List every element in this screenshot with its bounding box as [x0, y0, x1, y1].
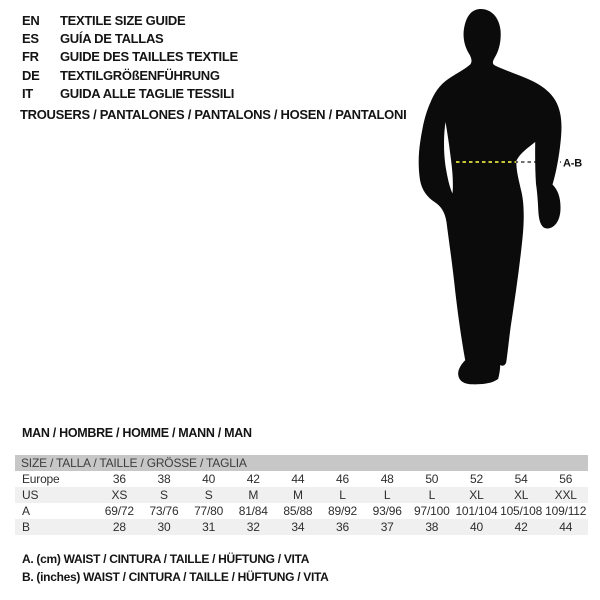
measure-label-ab: A-B	[563, 157, 582, 170]
measure-footnotes	[22, 551, 329, 586]
table-cell: L	[383, 488, 391, 502]
size-table-header: SIZE / TALLA / TAILLE / GRÖSSE / TAGLIA	[15, 455, 588, 471]
footnote-a-cm: A. (cm) WAIST / CINTURA / TAILLE / HÜFTUNG / VITA	[22, 552, 310, 566]
table-cell: 85/88	[283, 504, 313, 518]
table-cell: 30	[157, 520, 171, 534]
table-row-a-cm	[15, 503, 588, 519]
table-cell: XXL	[554, 488, 577, 502]
table-cell: 52	[469, 472, 483, 486]
table-cell: 50	[425, 472, 439, 486]
table-cell: 36	[336, 520, 349, 534]
row-values	[97, 471, 588, 487]
row-label: B	[22, 520, 30, 534]
table-cell: 42	[514, 520, 528, 534]
language-code: DE	[22, 67, 40, 83]
table-row-b-inches	[15, 519, 588, 535]
table-cell: 73/76	[149, 504, 179, 518]
man-silhouette-svg	[410, 0, 600, 410]
table-cell: 89/92	[328, 504, 358, 518]
size-table	[15, 455, 588, 535]
guide-title-en: TEXTILE SIZE GUIDE	[60, 12, 186, 28]
table-cell: 44	[559, 520, 573, 534]
garment-category-title: TROUSERS / PANTALONES / PANTALONS / HOSEN / PANTALONI	[20, 107, 407, 122]
language-code: IT	[22, 86, 33, 102]
table-cell: 97/100	[414, 504, 450, 518]
guide-title-it: GUIDA ALLE TAGLIE TESSILI	[60, 86, 235, 102]
language-code: ES	[22, 31, 39, 47]
table-cell: L	[428, 488, 436, 502]
table-row-us	[15, 487, 588, 503]
table-cell: XS	[111, 488, 128, 502]
language-row-en	[22, 11, 238, 29]
language-row-es	[22, 29, 238, 47]
table-cell: 34	[291, 520, 305, 534]
table-cell: 105/108	[500, 504, 543, 518]
table-cell: 48	[380, 472, 394, 486]
table-cell: 54	[514, 472, 528, 486]
guide-title-es: GUÍA DE TALLAS	[60, 31, 164, 47]
table-cell: 93/96	[372, 504, 402, 518]
table-cell: 101/104	[455, 504, 498, 518]
section-title-man: MAN / HOMBRE / HOMME / MANN / MAN	[22, 426, 252, 440]
table-cell: 109/112	[545, 504, 587, 518]
language-row-fr	[22, 48, 238, 66]
row-values	[97, 487, 588, 503]
table-cell: M	[248, 488, 259, 502]
row-label: A	[22, 504, 30, 518]
table-row-europe	[15, 471, 588, 487]
table-cell: 81/84	[238, 504, 268, 518]
table-cell: 77/80	[194, 504, 224, 518]
table-cell: XL	[469, 488, 484, 502]
language-row-it	[22, 85, 238, 103]
guide-title-de: TEXTILGRÖßENFÜHRUNG	[60, 67, 220, 83]
table-cell: 28	[112, 520, 126, 534]
man-silhouette-figure	[410, 0, 600, 410]
table-cell: 38	[157, 472, 171, 486]
row-label: US	[22, 488, 39, 502]
table-cell: XL	[513, 488, 529, 502]
table-cell: 32	[246, 520, 260, 534]
man-silhouette-path	[419, 9, 562, 384]
table-cell: L	[339, 488, 346, 502]
guide-title-fr: GUIDE DES TAILLES TEXTILE	[60, 49, 238, 65]
language-guide-list	[22, 11, 238, 103]
table-cell: 37	[380, 520, 394, 534]
table-cell: S	[160, 488, 168, 502]
table-cell: 69/72	[104, 504, 134, 518]
row-values	[97, 519, 588, 535]
row-label: Europe	[22, 472, 60, 486]
table-cell: 40	[469, 520, 483, 534]
table-cell: 56	[559, 472, 573, 486]
language-code: EN	[22, 12, 40, 28]
table-cell: M	[292, 488, 303, 502]
footnote-b-inches: B. (inches) WAIST / CINTURA / TAILLE / HÜFTUNG / VITA	[22, 569, 329, 584]
table-cell: 40	[202, 472, 216, 486]
table-cell: 44	[291, 472, 305, 486]
table-cell: 38	[425, 520, 439, 534]
language-code: FR	[22, 49, 39, 65]
row-values	[97, 503, 588, 519]
language-row-de	[22, 66, 238, 84]
table-cell: 42	[246, 472, 260, 486]
table-cell: S	[204, 488, 213, 502]
table-cell: 31	[202, 520, 216, 534]
table-cell: 46	[336, 472, 349, 486]
table-cell: 36	[112, 472, 126, 486]
